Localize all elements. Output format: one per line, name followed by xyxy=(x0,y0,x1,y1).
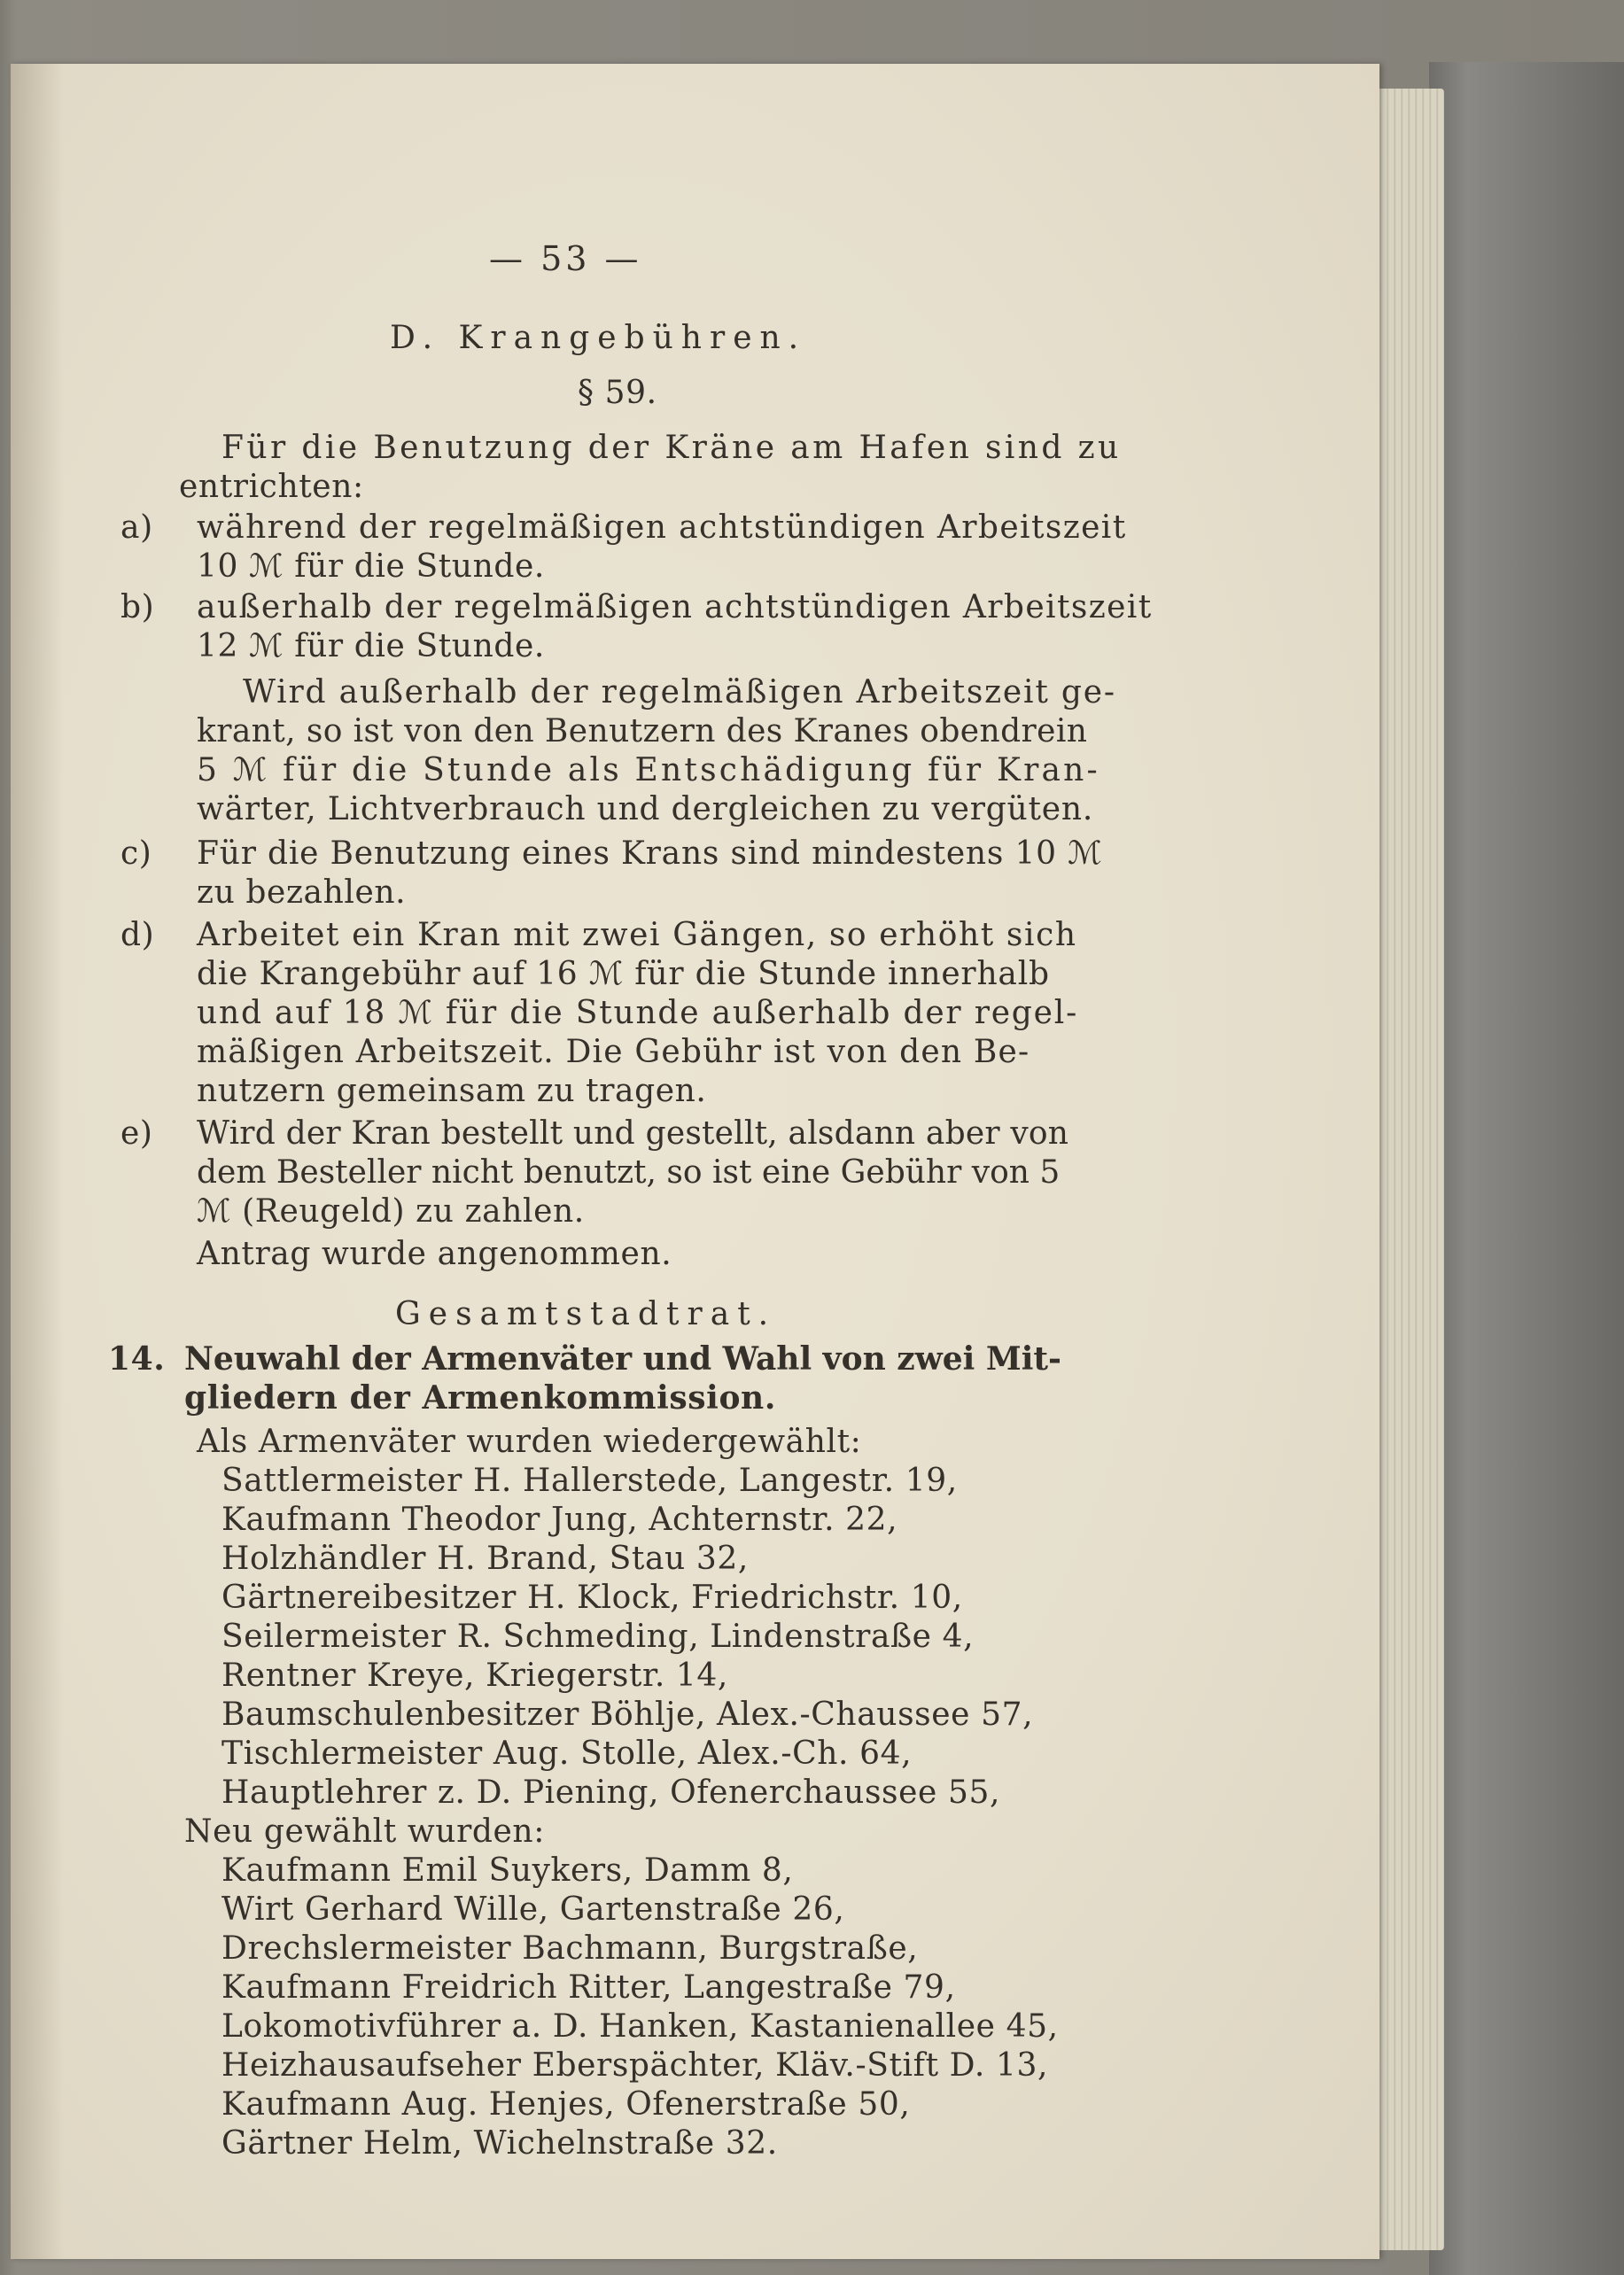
item-line: ℳ (Reugeld) zu zahlen. xyxy=(197,1193,585,1230)
item-line: Wird der Kran bestellt und gestellt, alsdann aber von xyxy=(197,1115,1069,1152)
list-item: Gärtner Helm, Wichelnstraße 32. xyxy=(221,2125,778,2162)
agenda-number: 14. xyxy=(108,1340,166,1378)
item-line: während der regelmäßigen achtstündigen Arbeitszeit xyxy=(197,509,1127,546)
list-item: Kaufmann Emil Suykers, Damm 8, xyxy=(221,1852,794,1889)
list-item: Kaufmann Theodor Jung, Achternstr. 22, xyxy=(221,1502,898,1538)
list-item: Wirt Gerhard Wille, Gartenstraße 26, xyxy=(221,1891,845,1928)
agenda-title: gliedern der Armenkommission. xyxy=(184,1379,776,1417)
item-line: außerhalb der regelmäßigen achtstündigen Arbeitszeit xyxy=(197,589,1153,625)
resolution-note: Antrag wurde angenommen. xyxy=(197,1236,672,1272)
item-label-d: d) xyxy=(120,917,155,953)
item-label-b: b) xyxy=(120,589,155,625)
list-item: Kaufmann Freidrich Ritter, Langestraße 79, xyxy=(221,1969,956,2006)
list-item: Drechslermeister Bachmann, Burgstraße, xyxy=(221,1930,919,1967)
list-item: Seilermeister R. Schmeding, Lindenstraße 4, xyxy=(221,1619,975,1655)
list-item: Gärtnereibesitzer H. Klock, Friedrichstr. 10, xyxy=(221,1580,963,1616)
page-content xyxy=(11,64,1379,2259)
intro-line: entrichten: xyxy=(179,469,364,505)
note-line: krant, so ist von den Benutzern des Kranes obendrein xyxy=(197,713,1088,749)
item-line: mäßigen Arbeitszeit. Die Gebühr ist von den Be- xyxy=(197,1034,1030,1070)
list-item: Sattlermeister H. Hallerstede, Langestr. 19, xyxy=(221,1463,958,1499)
item-line: Arbeitet ein Kran mit zwei Gängen, so erhöht sich xyxy=(197,917,1077,953)
list-item: Heizhausaufseher Eberspächter, Kläv.-Stift D. 13, xyxy=(221,2047,1049,2084)
section-heading: D. Krangebühren. xyxy=(390,320,807,356)
list-item: Tischlermeister Aug. Stolle, Alex.-Ch. 64, xyxy=(221,1735,913,1772)
item-line: zu bezahlen. xyxy=(197,874,407,911)
council-heading: Gesamtstadtrat. xyxy=(395,1296,777,1332)
paragraph-mark: § 59. xyxy=(578,375,657,411)
note-line: wärter, Lichtverbrauch und dergleichen zu vergüten. xyxy=(197,791,1094,827)
list-item: Holzhändler H. Brand, Stau 32, xyxy=(221,1541,749,1577)
item-label-e: e) xyxy=(120,1115,153,1152)
book-page xyxy=(11,64,1379,2259)
item-line: nutzern gemeinsam zu tragen. xyxy=(197,1073,707,1109)
item-line: und auf 18 ℳ für die Stunde außerhalb der regel- xyxy=(197,995,1079,1031)
reelected-intro: Als Armenväter wurden wiedergewählt: xyxy=(197,1424,862,1460)
list-item: Rentner Kreye, Kriegerstr. 14, xyxy=(221,1658,728,1694)
item-label-a: a) xyxy=(120,509,153,546)
agenda-title: Neuwahl der Armenväter und Wahl von zwei Mit- xyxy=(184,1340,1061,1378)
item-line: die Krangebühr auf 16 ℳ für die Stunde innerhalb xyxy=(197,956,1050,992)
item-line: 10 ℳ für die Stunde. xyxy=(197,548,545,585)
list-item: Kaufmann Aug. Henjes, Ofenerstraße 50, xyxy=(221,2086,911,2123)
note-line: Wird außerhalb der regelmäßigen Arbeitszeit ge- xyxy=(243,674,1116,710)
intro-line: Für die Benutzung der Kräne am Hafen sind zu xyxy=(221,430,1122,466)
note-line: 5 ℳ für die Stunde als Entschädigung für Kran- xyxy=(197,752,1100,788)
list-item: Baumschulenbesitzer Böhlje, Alex.-Chaussee 57, xyxy=(221,1697,1034,1733)
list-item: Lokomotivführer a. D. Hanken, Kastanienallee 45, xyxy=(221,2008,1059,2045)
list-item: Hauptlehrer z. D. Piening, Ofenerchaussee 55, xyxy=(221,1774,1000,1811)
item-line: 12 ℳ für die Stunde. xyxy=(197,628,545,664)
page-number: — 53 — xyxy=(489,239,642,278)
item-line: dem Besteller nicht benutzt, so ist eine Gebühr von 5 xyxy=(197,1154,1061,1191)
newly-elected-intro: Neu gewählt wurden: xyxy=(184,1813,545,1850)
book-cover-edge xyxy=(1429,62,1624,2275)
item-line: Für die Benutzung eines Krans sind mindestens 10 ℳ xyxy=(197,835,1103,872)
item-label-c: c) xyxy=(120,835,152,872)
